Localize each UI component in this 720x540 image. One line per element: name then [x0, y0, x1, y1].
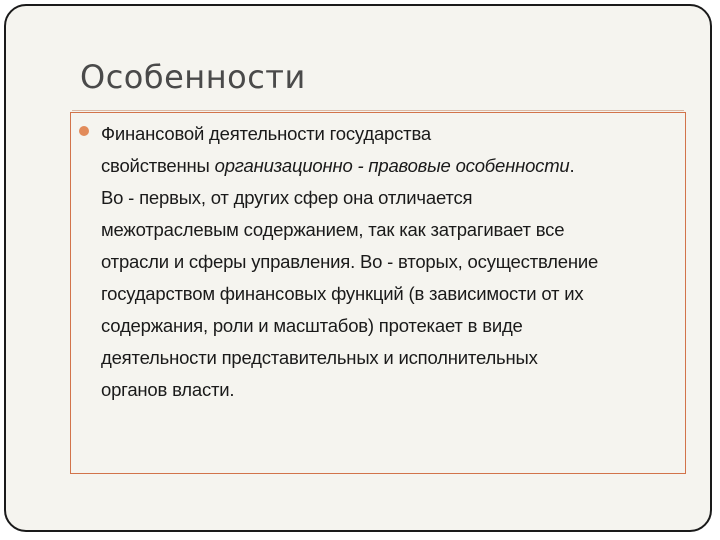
emphasized-phrase: организационно - правовые особенности: [214, 155, 570, 176]
text-line: отрасли и сферы управления. Во - вторых, осуществление: [101, 251, 599, 272]
text-line: государством финансовых функций (в зависимости от их: [101, 283, 584, 304]
title-divider: [72, 110, 684, 111]
text-line: Во - первых, от других сфер она отличается: [101, 187, 473, 208]
slide-title: Особенности: [80, 58, 306, 96]
text-line: содержания, роли и масштабов) протекает в виде: [101, 315, 523, 336]
text-segment: свойственны: [101, 155, 215, 176]
text-line: Финансовой деятельности государства: [101, 123, 431, 144]
bullet-icon: [79, 126, 89, 136]
text-line: межотраслевым содержанием, так как затрагивает все: [101, 219, 565, 240]
text-line: деятельности представительных и исполнительных: [101, 347, 538, 368]
text-line: органов власти.: [101, 379, 235, 400]
text-segment: .: [569, 155, 575, 176]
text-line-with-emphasis: [101, 150, 681, 182]
body-paragraph: [101, 118, 681, 406]
